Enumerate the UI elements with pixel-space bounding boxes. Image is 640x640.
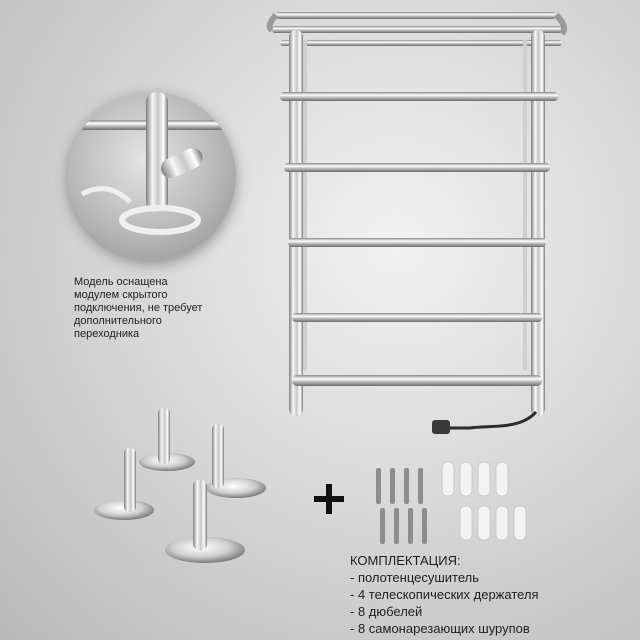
screws (376, 468, 427, 544)
rung (292, 375, 542, 386)
rung (292, 313, 542, 322)
connection-note (74, 276, 244, 341)
rung (280, 92, 558, 101)
top-shelf-rail (280, 40, 562, 46)
kit-heading: КОМПЛЕКТАЦИЯ: (350, 553, 461, 568)
note-line: переходника (74, 328, 140, 340)
kit-contents (350, 552, 630, 637)
kit-item: - 4 телескопических держателя (350, 587, 539, 602)
plus-icon (314, 484, 344, 514)
kit-item: - полотенцесушитель (350, 570, 480, 585)
power-plug (432, 420, 450, 434)
right-post (531, 30, 545, 416)
rung (288, 238, 546, 247)
power-cable (445, 412, 536, 428)
top-shelf-rail (272, 26, 562, 33)
rung (284, 163, 550, 172)
kit-item: - 8 дюбелей (350, 604, 423, 619)
note-line: подключения, не требует (74, 302, 203, 314)
dowels (442, 462, 526, 540)
note-line: Модель оснащена (74, 276, 168, 288)
left-post (289, 30, 303, 416)
connection-detail-zoom (68, 92, 236, 260)
note-line: дополнительного (74, 315, 162, 327)
kit-item: - 8 самонарезающих шурупов (350, 621, 530, 636)
top-shelf-rail (276, 12, 556, 19)
telescopic-holders (94, 408, 266, 563)
note-line: модулем скрытого (74, 289, 168, 301)
